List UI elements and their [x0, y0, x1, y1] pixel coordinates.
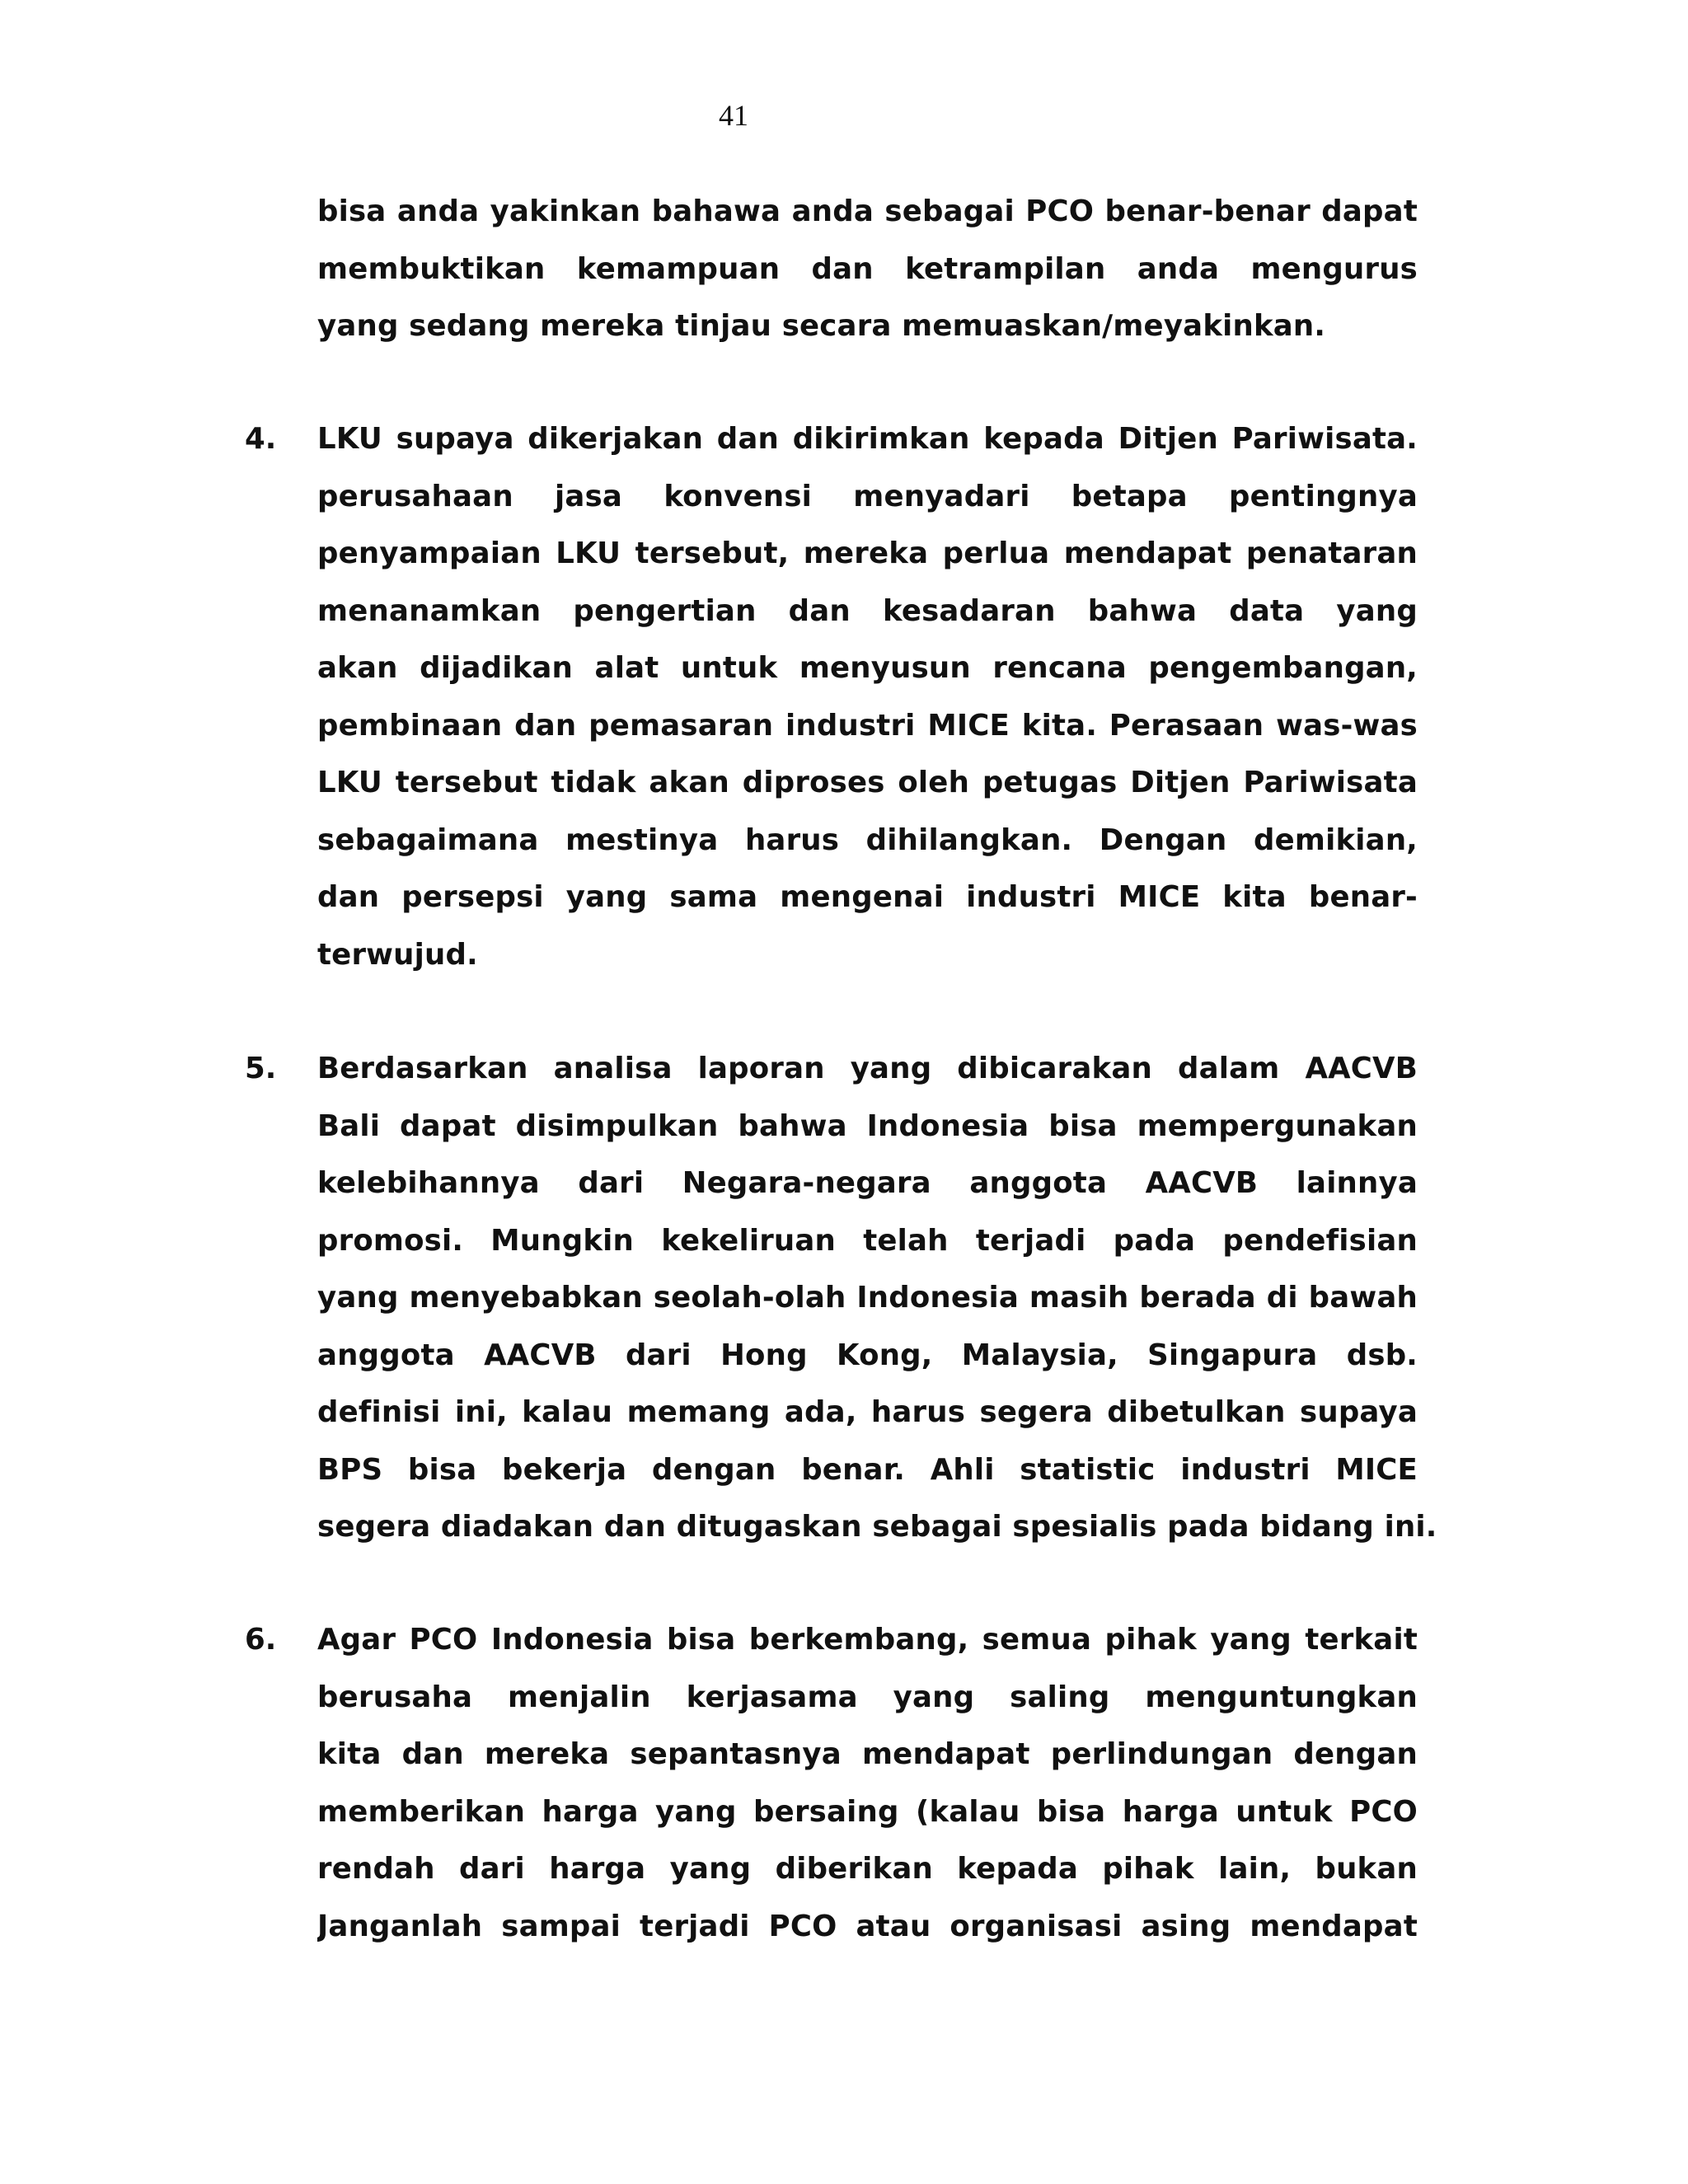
list-item-paragraph — [317, 410, 1418, 983]
list-item-paragraph — [317, 1611, 1418, 1955]
text-line: rendah dari harga yang diberikan kepada pihak lain, bukan — [317, 1852, 1418, 1886]
text-line: anggota AACVB dari Hong Kong, Malaysia, Singapura dsb. — [317, 1338, 1418, 1372]
text-line: promosi. Mungkin kekeliruan telah terjadi pada pendefisian — [317, 1223, 1418, 1258]
continuation-paragraph — [317, 183, 1418, 355]
text-line: Bali dapat disimpulkan bahwa Indonesia bisa mempergunakan — [317, 1108, 1418, 1143]
text-line: dan persepsi yang sama mengenai industri MICE kita benar- — [317, 880, 1418, 914]
text-line: yang sedang mereka tinjau secara memuaskan/meyakinkan. — [317, 309, 1326, 343]
text-line: Berdasarkan analisa laporan yang dibicarakan dalam AACVB — [317, 1052, 1418, 1085]
text-line: memberikan harga yang bersaing (kalau bisa harga untuk PCO — [317, 1794, 1418, 1829]
text-line: bisa anda yakinkan bahawa anda sebagai PCO benar-benar dapat — [317, 194, 1418, 228]
text-line: kelebihannya dari Negara-negara anggota AACVB lainnya — [317, 1166, 1418, 1200]
text-line: perusahaan jasa konvensi menyadari betapa pentingnya — [317, 479, 1418, 513]
text-line: akan dijadikan alat untuk menyusun rencana pengembangan, — [317, 651, 1418, 685]
text-line: definisi ini, kalau memang ada, harus segera dibetulkan supaya — [317, 1395, 1418, 1429]
text-line: yang menyebabkan seolah-olah Indonesia masih berada di bawah — [317, 1281, 1418, 1315]
text-line: terwujud. — [317, 937, 478, 972]
text-line: menanamkan pengertian dan kesadaran bahwa data yang — [317, 593, 1418, 628]
item-number: 6. — [245, 1623, 277, 1657]
text-line: membuktikan kemampuan dan ketrampilan anda mengurus — [317, 251, 1418, 286]
text-line: BPS bisa bekerja dengan benar. Ahli statistic industri MICE — [317, 1452, 1418, 1487]
item-number: 4. — [245, 422, 277, 456]
text-line: pembinaan dan pemasaran industri MICE kita. Perasaan was-was — [317, 708, 1418, 743]
text-line: sebagaimana mestinya harus dihilangkan. Dengan demikian, — [317, 823, 1418, 857]
item-number: 5. — [245, 1052, 277, 1085]
text-line: penyampaian LKU tersebut, mereka perlua mendapat penataran — [317, 537, 1418, 570]
text-line: Agar PCO Indonesia bisa berkembang, semua pihak yang terkait — [317, 1623, 1418, 1657]
text-line: berusaha menjalin kerjasama yang saling menguntungkan — [317, 1680, 1418, 1714]
text-line: segera diadakan dan ditugaskan sebagai spesialis pada bidang ini. — [317, 1510, 1437, 1544]
text-line: Janganlah sampai terjadi PCO atau organisasi asing mendapat — [317, 1909, 1418, 1943]
text-line: kita dan mereka sepantasnya mendapat perlindungan dengan — [317, 1737, 1418, 1771]
text-line: LKU tersebut tidak akan diproses oleh petugas Ditjen Pariwisata — [317, 766, 1418, 799]
list-item-paragraph — [317, 1040, 1437, 1556]
text-line: LKU supaya dikerjakan dan dikirimkan kepada Ditjen Pariwisata. — [317, 422, 1418, 456]
page-number: 41 — [719, 99, 748, 132]
